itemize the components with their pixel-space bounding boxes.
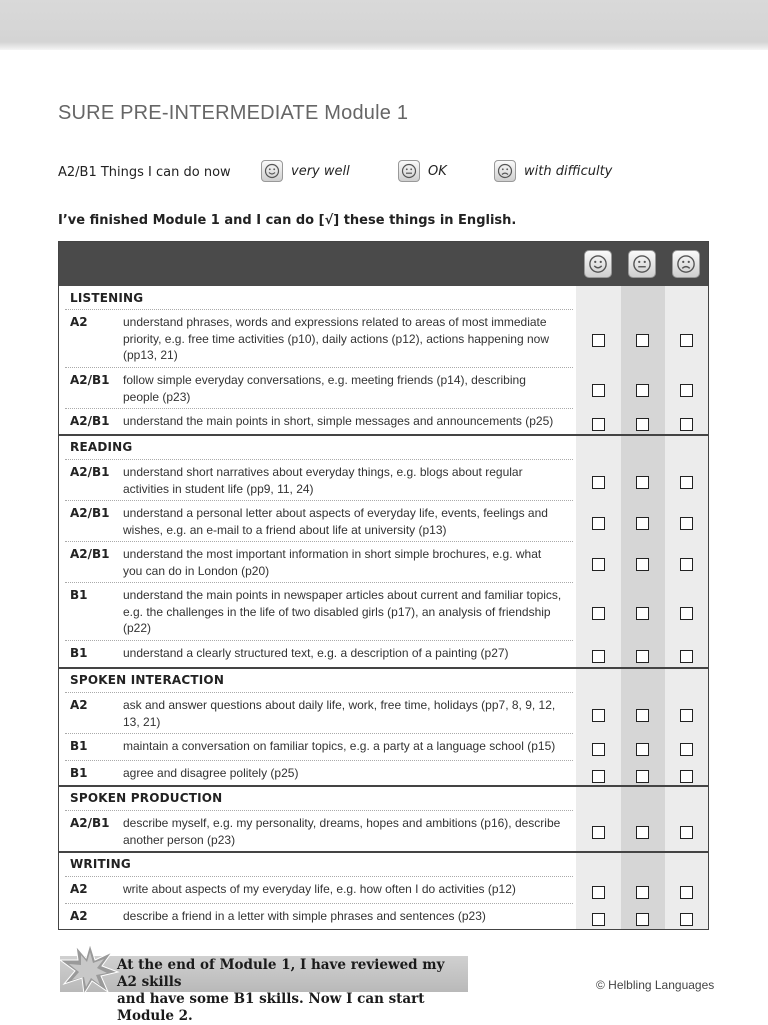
very-well-checkbox[interactable] [592,418,605,431]
with-difficulty-checkbox[interactable] [680,709,693,722]
ok-checkbox[interactable] [636,913,649,926]
section-title: READING [70,440,133,454]
section-title: LISTENING [70,291,144,305]
table-header [59,242,708,286]
neutral-face-icon [398,160,420,182]
table-row [59,368,708,409]
with-difficulty-checkbox[interactable] [680,607,693,620]
can-do-statement: follow simple everyday conversations, e.g. meeting friends (p14), describing people (p23) [123,373,526,404]
ok-checkbox[interactable] [636,743,649,756]
level-label: A2 [70,315,88,329]
level-label: A2 [70,882,88,896]
can-do-statement: ask and answer questions about daily life, work, free time, holidays (pp7, 8, 9, 12, 13, 21) [123,698,556,729]
with-difficulty-checkbox[interactable] [680,826,693,839]
can-do-statement: understand a personal letter about aspects of everyday life, events, feelings and wishes, e.g. an e-mail to a friend about life at university (p13) [123,506,548,537]
banner-line-2: and have some B1 skills. Now I can start Module 2. [117,991,425,1024]
ok-checkbox[interactable] [636,709,649,722]
ok-checkbox[interactable] [636,886,649,899]
ok-checkbox[interactable] [636,650,649,663]
section-header-row [59,669,708,693]
can-do-statement: understand phrases, words and expressions related to areas of most immediate priority, e.g. free time activities (p10), daily actions (p12), actions happening now (pp13, 21) [123,315,549,362]
with-difficulty-checkbox[interactable] [680,913,693,926]
level-label: A2/B1 [70,465,110,479]
level-label: B1 [70,588,88,602]
very-well-checkbox[interactable] [592,709,605,722]
level-label: A2 [70,909,88,923]
table-row [59,542,708,583]
level-label: B1 [70,766,88,780]
with-difficulty-checkbox[interactable] [680,334,693,347]
legend-label: with difficulty [524,163,613,179]
table-row [59,904,708,930]
legend [58,160,678,186]
ok-checkbox[interactable] [636,334,649,347]
top-band [0,0,768,50]
legend-item-ok [398,160,447,182]
with-difficulty-checkbox[interactable] [680,886,693,899]
section-title: SPOKEN PRODUCTION [70,791,223,805]
level-label: B1 [70,646,88,660]
with-difficulty-checkbox[interactable] [680,650,693,663]
section-spoken-interaction [59,667,708,785]
can-do-statement: understand the main points in short, simple messages and announcements (p25) [123,414,554,428]
ok-checkbox[interactable] [636,418,649,431]
very-well-checkbox[interactable] [592,886,605,899]
level-label: A2/B1 [70,506,110,520]
level-label: A2/B1 [70,414,110,428]
very-well-checkbox[interactable] [592,517,605,530]
section-header-row [59,436,708,460]
legend-label: OK [428,163,447,179]
section-spoken-production [59,785,708,851]
with-difficulty-checkbox[interactable] [680,558,693,571]
legend-intro: A2/B1 Things I can do now [58,165,231,180]
section-writing [59,851,708,929]
sad-face-icon [672,250,700,278]
ok-checkbox[interactable] [636,384,649,397]
sad-face-icon [494,160,516,182]
table-row [59,310,708,368]
ok-checkbox[interactable] [636,476,649,489]
ok-checkbox[interactable] [636,770,649,783]
very-well-checkbox[interactable] [592,607,605,620]
level-label: A2 [70,698,88,712]
legend-item-with-difficulty [494,160,612,182]
section-header-row [59,286,708,310]
can-do-statement: understand short narratives about everyday things, e.g. blogs about regular activities in student life (pp9, 11, 24) [123,465,523,496]
can-do-statement: understand a clearly structured text, e.g. a description of a painting (p27) [123,646,509,660]
table-row [59,877,708,904]
very-well-checkbox[interactable] [592,384,605,397]
with-difficulty-checkbox[interactable] [680,476,693,489]
section-title: SPOKEN INTERACTION [70,673,225,687]
copyright-text: © Helbling Languages [596,978,715,992]
page-title: SURE PRE-INTERMEDIATE Module 1 [58,102,409,124]
level-label: A2/B1 [70,816,110,830]
happy-face-icon [261,160,283,182]
very-well-checkbox[interactable] [592,334,605,347]
ok-checkbox[interactable] [636,558,649,571]
very-well-checkbox[interactable] [592,826,605,839]
can-do-statement: describe myself, e.g. my personality, dreams, hopes and ambitions (p16), describe another person (p23) [123,816,561,847]
with-difficulty-checkbox[interactable] [680,384,693,397]
level-label: A2/B1 [70,373,110,387]
very-well-checkbox[interactable] [592,770,605,783]
table-row [59,734,708,761]
can-do-statement: maintain a conversation on familiar topics, e.g. a party at a language school (p15) [123,739,556,753]
can-do-statement: understand the main points in newspaper articles about current and familiar topics, e.g. the challenges in the life of two disabled girls (p17), an analysis of friendship (p22) [123,588,562,635]
table-row [59,693,708,734]
table-row [59,641,708,668]
legend-label: very well [291,163,350,179]
banner-line-1: At the end of Module 1, I have reviewed my A2 skills [117,957,445,990]
ok-checkbox[interactable] [636,826,649,839]
section-title: WRITING [70,857,131,871]
very-well-checkbox[interactable] [592,743,605,756]
can-do-statement: understand the most important information in short simple brochures, e.g. what you can do in London (p20) [123,547,542,578]
with-difficulty-checkbox[interactable] [680,418,693,431]
table-row [59,501,708,542]
completion-banner [60,944,468,1024]
banner-message [117,957,468,1025]
level-label: B1 [70,739,88,753]
table-row [59,409,708,436]
level-label: A2/B1 [70,547,110,561]
with-difficulty-checkbox[interactable] [680,517,693,530]
table-row [59,460,708,501]
happy-face-icon [584,250,612,278]
ok-checkbox[interactable] [636,607,649,620]
star-burst-icon [60,944,120,994]
table-row [59,761,708,788]
table-row [59,811,708,851]
very-well-checkbox[interactable] [592,476,605,489]
section-listening [59,286,708,434]
can-do-table [58,241,709,930]
section-header-row [59,787,708,811]
legend-item-very-well [261,160,350,182]
very-well-checkbox[interactable] [592,558,605,571]
can-do-statement: agree and disagree politely (p25) [123,766,299,780]
can-do-statement: write about aspects of my everyday life, e.g. how often I do activities (p12) [123,882,516,896]
table-row [59,583,708,641]
section-header-row [59,853,708,877]
ok-checkbox[interactable] [636,517,649,530]
instruction-text: I’ve finished Module 1 and I can do [√] these things in English. [58,213,517,228]
with-difficulty-checkbox[interactable] [680,770,693,783]
section-reading [59,434,708,667]
with-difficulty-checkbox[interactable] [680,743,693,756]
very-well-checkbox[interactable] [592,913,605,926]
can-do-statement: describe a friend in a letter with simple phrases and sentences (p23) [123,909,486,923]
very-well-checkbox[interactable] [592,650,605,663]
neutral-face-icon [628,250,656,278]
